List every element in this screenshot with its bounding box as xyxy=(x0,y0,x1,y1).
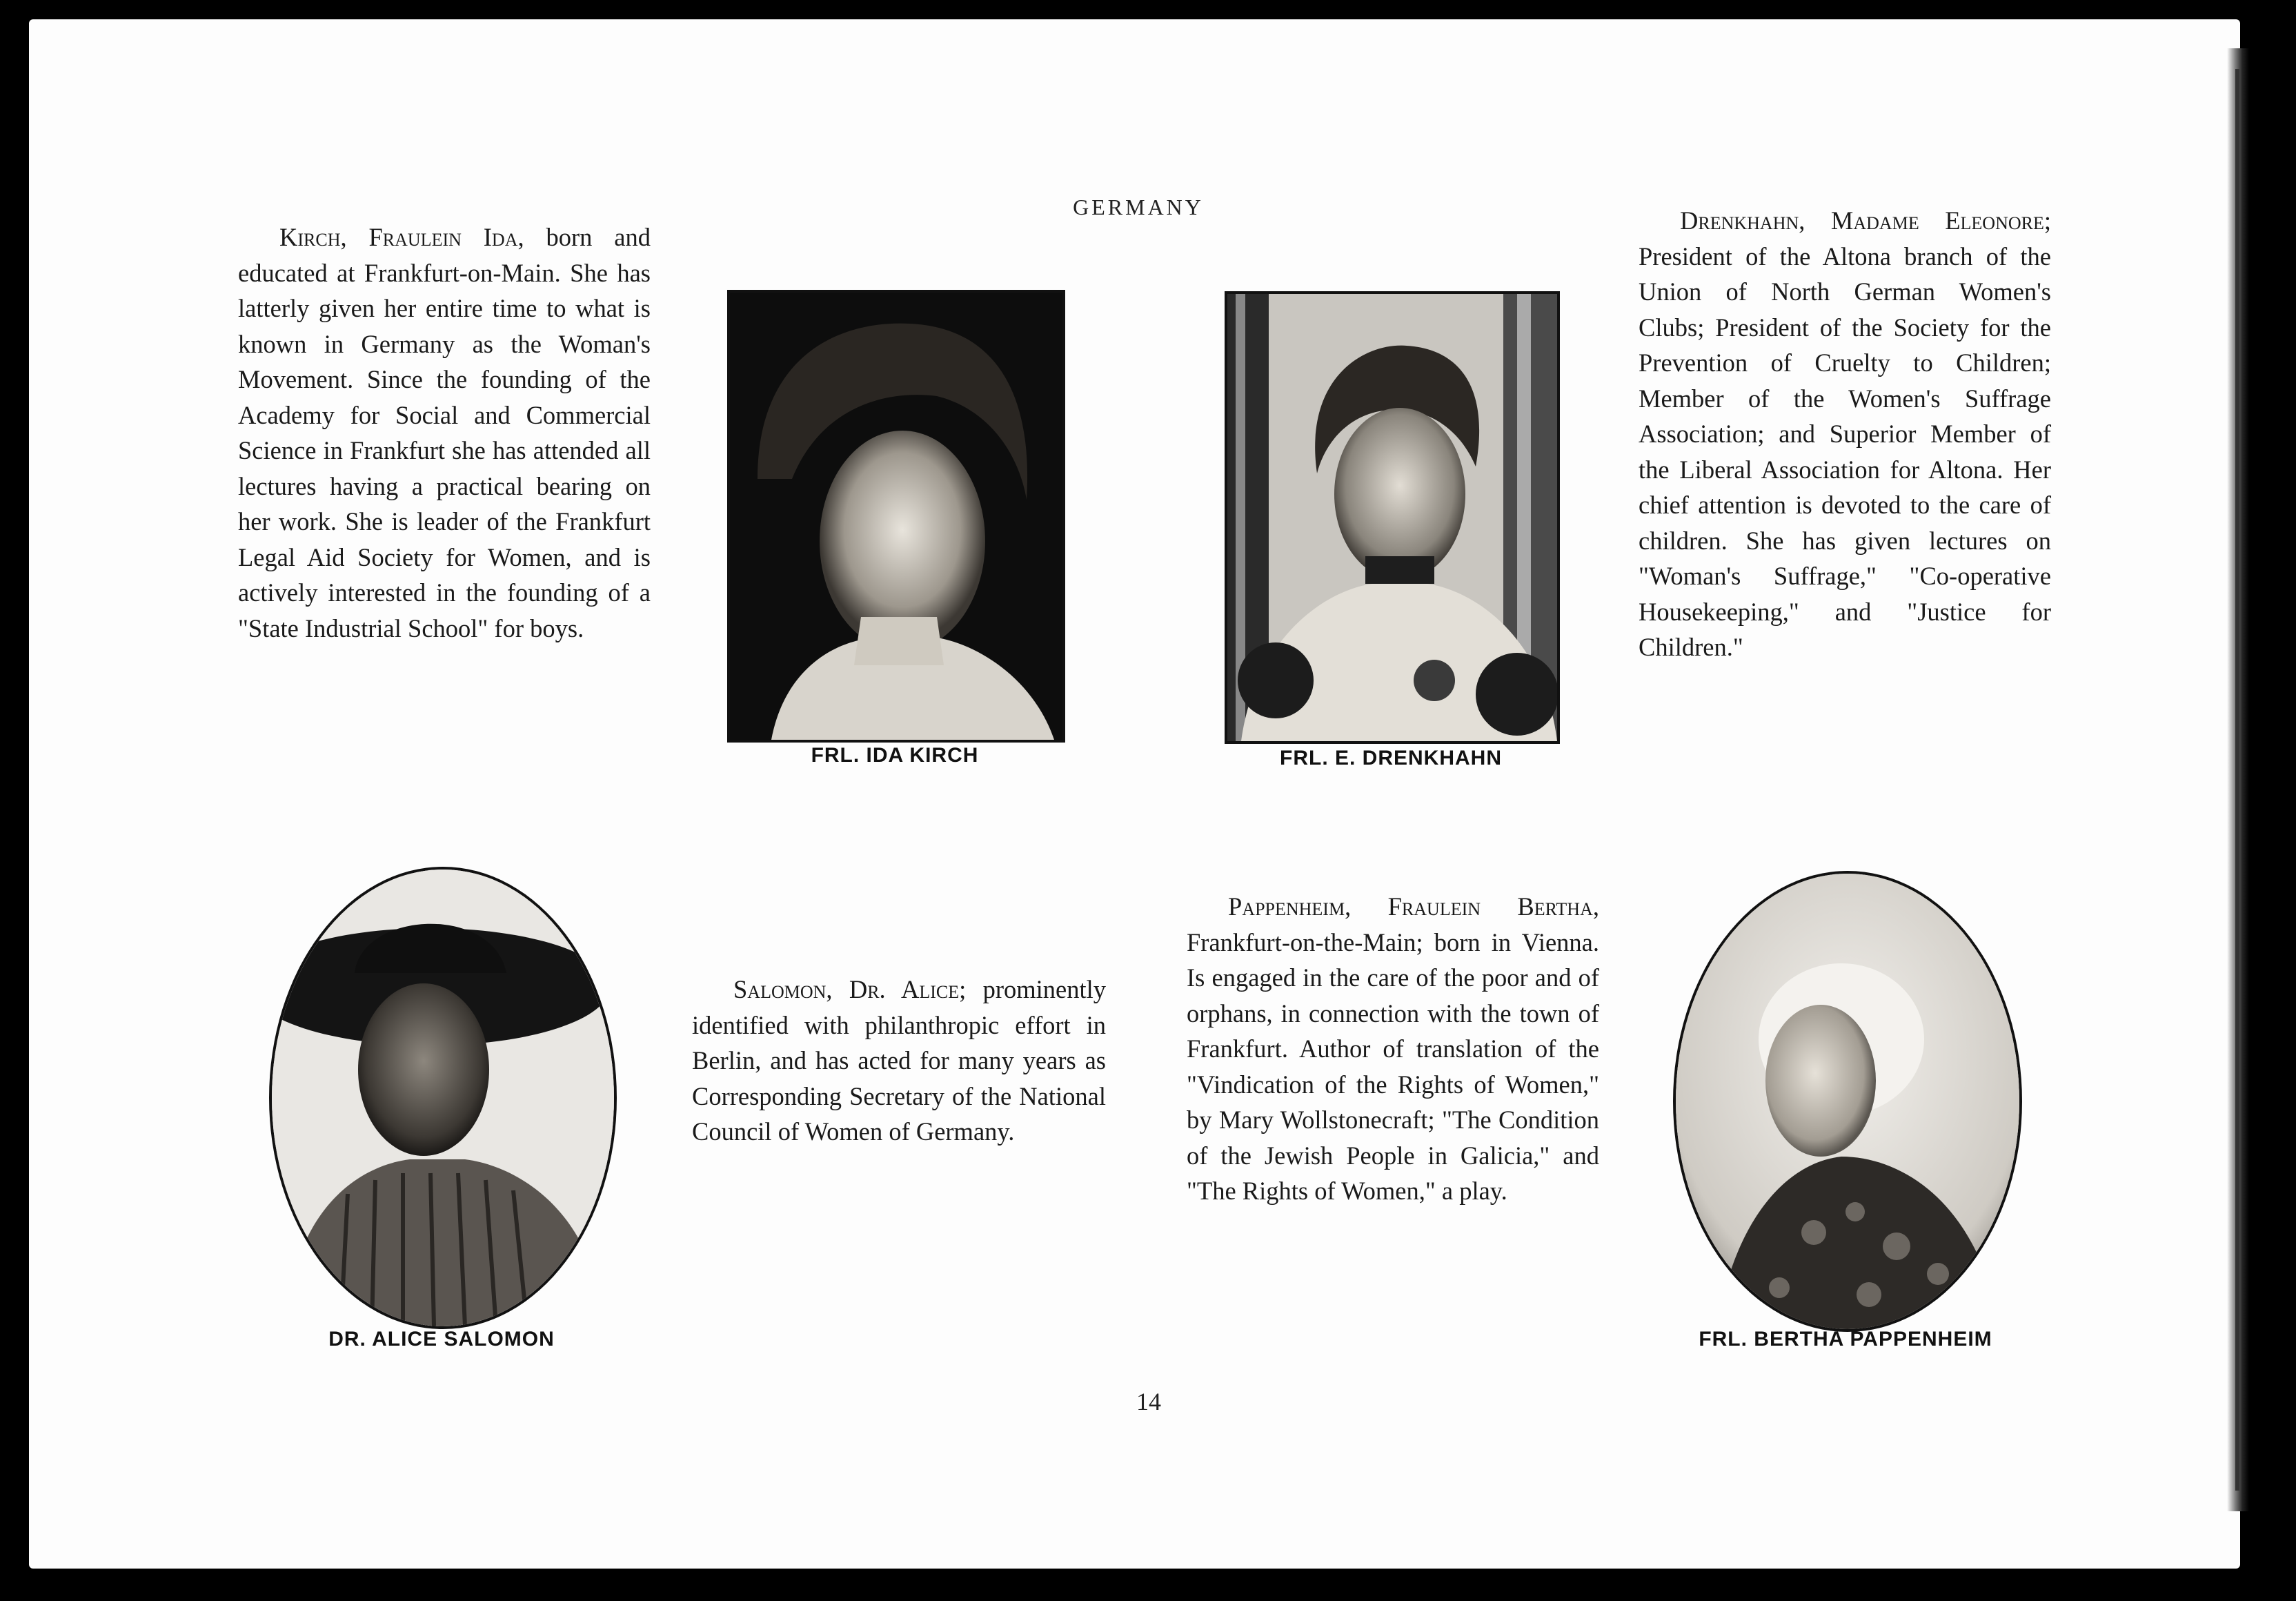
caption-bertha-pappenheim: FRL. BERTHA PAPPENHEIM xyxy=(1699,1328,1992,1350)
bio-kirch-name: Kirch, Fraulein Ida, xyxy=(279,223,524,251)
caption-ida-kirch: FRL. IDA KIRCH xyxy=(811,744,979,767)
bio-kirch-text: born and educated at Frankfurt-on-Main. She has latterly given her entire time to what is known in Germany as the Woman's Movement. Since the founding of the Academy for Social and Commercial Science in Frankfurt she has attended all lectures having a practical bearing on her work. She is leader of the Frankfurt Legal Aid Society for Women, and is actively interested in the founding of a "State Industrial School" for boys. xyxy=(238,223,651,642)
bio-drenkhahn xyxy=(1639,203,2051,665)
portrait-bertha-pappenheim xyxy=(1673,871,2022,1332)
section-title: GERMANY xyxy=(1073,195,1204,219)
bio-pappenheim-name: Pappenheim, Fraulein Bertha, xyxy=(1228,892,1599,921)
page-number: 14 xyxy=(1136,1388,1161,1415)
bio-kirch xyxy=(238,219,651,646)
bio-salomon xyxy=(692,972,1106,1150)
portrait-ida-kirch xyxy=(727,290,1065,743)
bio-pappenheim xyxy=(1187,889,1599,1209)
binding-edge xyxy=(2235,69,2239,1491)
caption-e-drenkhahn: FRL. E. DRENKHAHN xyxy=(1280,747,1502,769)
bio-salomon-name: Salomon, Dr. Alice; xyxy=(733,975,967,1003)
portrait-alice-salomon xyxy=(269,867,617,1329)
bio-salomon-text: prominently identified with philanthropic effort in Berlin, and has acted for many years as Corresponding Secretary of the National Council of Women of Germany. xyxy=(692,975,1107,1146)
bio-drenkhahn-text: President of the Altona branch of the Union of North German Women's Clubs; President of the Society for the Prevention of Cruelty to Children; Member of the Women's Suffrage Association; and Superior Member of the Liberal Association for Altona. Her chief attention is devoted to the care of children. She has given lectures on "Woman's Suffrage," "Co-operative Housekeeping," and "Justice for Children." xyxy=(1639,242,2051,661)
bio-drenkhahn-name: Drenkhahn, Madame Eleonore; xyxy=(1680,206,2051,235)
portrait-e-drenkhahn xyxy=(1225,291,1560,744)
caption-alice-salomon: DR. ALICE SALOMON xyxy=(328,1328,555,1350)
bio-pappenheim-text: Frankfurt-on-the-Main; born in Vienna. Is engaged in the care of the poor and of orphans, in connection with the town of Frankfurt. Author of translation of the "Vindication of the Rights of Women," by Mary Wollstonecraft; "The Condition of the Jewish People in Galicia," and "The Rights of Women," a play. xyxy=(1187,927,1599,1205)
